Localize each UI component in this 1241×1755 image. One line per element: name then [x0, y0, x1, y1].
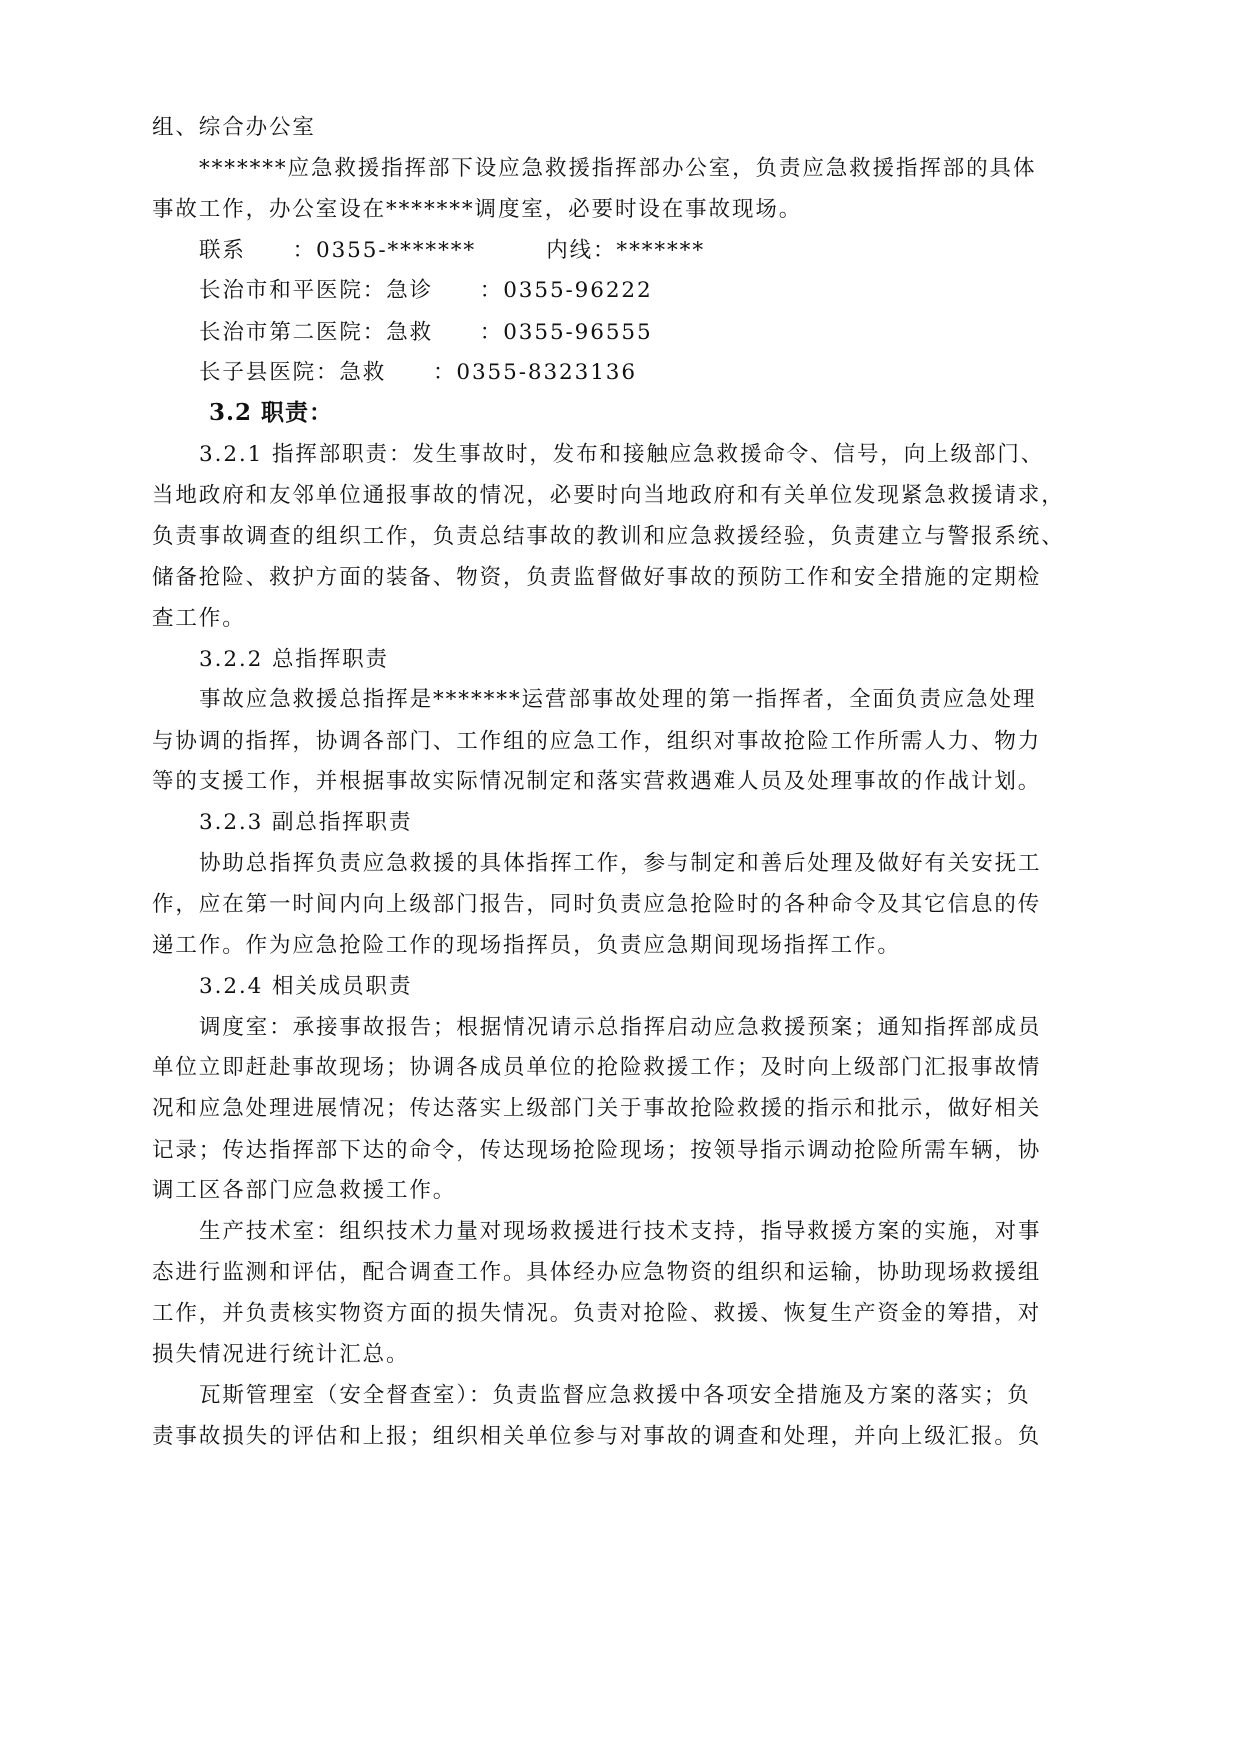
text-line: 与协调的指挥，协调各部门、工作组的应急工作，组织对事故抢险工作所需人力、物力	[152, 729, 1042, 754]
text-line: 事故工作，办公室设在*******调度室，必要时设在事故现场。	[152, 197, 803, 222]
contact-line: 联系 ：0355-******* 内线：*******	[199, 238, 705, 263]
text-line: 作，应在第一时间内向上级部门报告，同时负责应急抢险时的各种命令及其它信息的传	[152, 892, 1042, 917]
text-line: 工作，并负责核实物资方面的损失情况。负责对抢险、救援、恢复生产资金的筹措，对	[152, 1301, 1042, 1326]
text-line: 协助总指挥负责应急救援的具体指挥工作，参与制定和善后处理及做好有关安抚工	[199, 851, 1042, 876]
subsection-title: 3.2.3 副总指挥职责	[199, 810, 413, 835]
text-line: 调度室：承接事故报告；根据情况请示总指挥启动应急救援预案；通知指挥部成员	[199, 1015, 1042, 1040]
text-line: 责事故损失的评估和上报；组织相关单位参与对事故的调查和处理，并向上级汇报。负	[152, 1424, 1042, 1449]
text-line: 3.2.1 指挥部职责：发生事故时，发布和接触应急救援命令、信号，向上级部门、	[199, 442, 1045, 467]
text-line: 储备抢险、救护方面的装备、物资，负责监督做好事故的预防工作和安全措施的定期检	[152, 565, 1042, 590]
text-line: 调工区各部门应急救援工作。	[152, 1178, 457, 1203]
text-line: 损失情况进行统计汇总。	[152, 1342, 410, 1367]
text-line: 当地政府和友邻单位通报事故的情况，必要时向当地政府和有关单位发现紧急救援请求，	[152, 483, 1065, 508]
text-line: 单位立即赶赴事故现场；协调各成员单位的抢险救援工作；及时向上级部门汇报事故情	[152, 1055, 1042, 1080]
subsection-title: 3.2.2 总指挥职责	[199, 647, 389, 672]
text-line: 查工作。	[152, 606, 246, 631]
text-line: 瓦斯管理室（安全督查室）：负责监督应急救援中各项安全措施及方案的落实；负	[199, 1383, 1031, 1408]
subsection-title: 3.2.4 相关成员职责	[199, 974, 413, 999]
hospital-contact-line: 长治市第二医院：急救 ：0355-96555	[199, 320, 653, 345]
text-line: 事故应急救援总指挥是*******运营部事故处理的第一指挥者，全面负责应急处理	[199, 687, 1037, 712]
text-line: 等的支援工作，并根据事故实际情况制定和落实营救遇难人员及处理事故的作战计划。	[152, 769, 1042, 794]
hospital-contact-line: 长治市和平医院：急诊 ：0355-96222	[199, 278, 653, 303]
text-line: 组、综合办公室	[152, 115, 316, 140]
section-heading: 3.2 职责：	[209, 399, 334, 426]
text-line: 负责事故调查的组织工作，负责总结事故的教训和应急救援经验，负责建立与警报系统、	[152, 524, 1065, 549]
text-line: 况和应急处理进展情况；传达落实上级部门关于事故抢险救援的指示和批示，做好相关	[152, 1096, 1042, 1121]
text-line: 记录；传达指挥部下达的命令，传达现场抢险现场；按领导指示调动抢险所需车辆，协	[152, 1138, 1042, 1163]
text-line: 态进行监测和评估，配合调查工作。具体经办应急物资的组织和运输，协助现场救援组	[152, 1260, 1042, 1285]
hospital-contact-line: 长子县医院：急救 ：0355-8323136	[199, 360, 637, 385]
text-line: *******应急救援指挥部下设应急救援指挥部办公室，负责应急救援指挥部的具体	[199, 156, 1037, 181]
text-line: 递工作。作为应急抢险工作的现场指挥员，负责应急期间现场指挥工作。	[152, 933, 901, 958]
text-line: 生产技术室：组织技术力量对现场救援进行技术支持，指导救援方案的实施，对事	[199, 1219, 1042, 1244]
